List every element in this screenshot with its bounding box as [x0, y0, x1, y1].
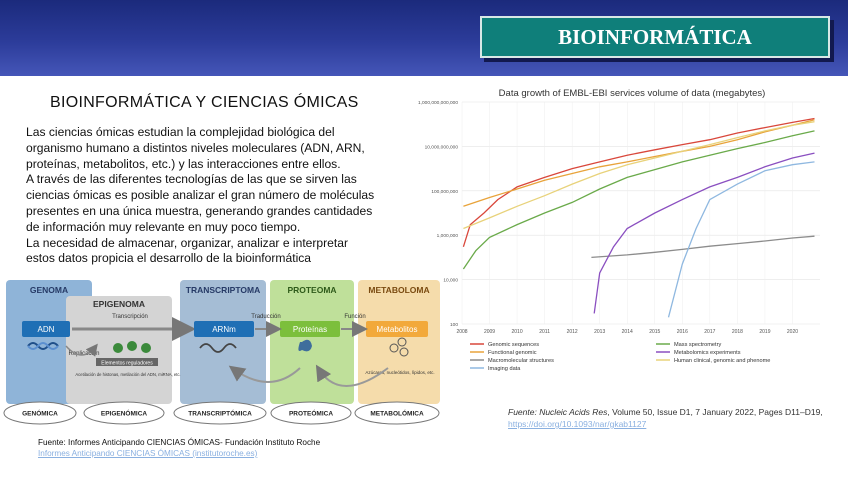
series-line — [463, 122, 814, 229]
page-title: BIOINFORMÁTICA — [480, 16, 830, 58]
y-tick-label: 100,000,000 — [431, 189, 458, 195]
intro-text — [26, 125, 376, 267]
epigenetic-note: Acetilación de histonas, metilación del ADN, miRNA, etc. — [75, 372, 181, 377]
proteinas-label: Proteínas — [292, 325, 328, 334]
x-tick-label: 2015 — [649, 329, 661, 335]
legend-label: Human clinical, genomic and phenome — [674, 358, 771, 364]
source-left: Fuente: Informes Anticipando CIENCIAS ÓMICAS- Fundación Instituto Roche — [38, 438, 321, 447]
x-tick-label: 2013 — [594, 329, 606, 335]
label-proteomica: PROTEÓMICA — [288, 410, 334, 418]
label-epigenomica: EPIGENÓMICA — [100, 410, 148, 418]
regulatory-elements-label: Elementos reguladores — [101, 360, 153, 367]
data-growth-chart — [406, 84, 844, 384]
source-right-details: , Volume 50, Issue D1, 7 January 2022, Pages D11–D19, — [607, 407, 823, 417]
source-right-link[interactable]: https://doi.org/10.1093/nar/gkab1127 — [508, 419, 647, 429]
legend-label: Mass spectrometry — [674, 342, 722, 348]
col-title-genoma: GENOMA — [29, 285, 69, 295]
col-title-metaboloma: METABOLOMA — [368, 285, 430, 295]
x-tick-label: 2008 — [456, 329, 468, 335]
col-title-epigenoma: EPIGENOMA — [93, 299, 145, 309]
x-tick-label: 2017 — [704, 329, 716, 335]
series-line — [591, 236, 814, 257]
arrow-label-replicacion: Replicación — [68, 351, 100, 357]
y-tick-label: 10,000,000,000 — [424, 145, 458, 151]
label-genomica: GENÓMICA — [22, 410, 58, 418]
y-tick-label: 1,000,000,000,000 — [417, 101, 458, 106]
metabolitos-label: Metabolitos — [376, 325, 418, 334]
arrow-label-traduccion: Traducción — [251, 314, 281, 320]
section-subtitle: BIOINFORMÁTICA Y CIENCIAS ÓMICAS — [50, 94, 359, 111]
paragraph: A través de las diferentes tecnologías de las que se sirven las ciencias ómicas es posible analizar el gran número de moléculas presentes en una única muestra, generando grandes cantidades de información muy relevante en muy poco tiempo. — [26, 172, 375, 234]
label-transcriptomica: TRANSCRIPTÓMICA — [188, 410, 252, 418]
omics-diagram — [0, 276, 444, 426]
legend-label: Macromolecular structures — [488, 358, 554, 364]
x-tick-label: 2019 — [759, 329, 771, 335]
y-tick-label: 100 — [449, 323, 458, 328]
source-right-journal: Nucleic Acids Res — [539, 407, 608, 417]
legend-label: Functional genomic — [488, 350, 537, 356]
chart-title: Data growth of EMBL-EBI services volume of data (megabytes) — [498, 88, 766, 99]
arrow-label-funcion: Función — [344, 314, 366, 320]
legend-label: Imaging data — [488, 366, 521, 372]
x-tick-label: 2020 — [786, 329, 799, 335]
x-tick-label: 2011 — [539, 329, 550, 335]
nucleosome-icon — [141, 343, 151, 353]
paragraph: Las ciencias ómicas estudian la complejidad biológica del organismo humano a distintos niveles moleculares (ADN, ARN, proteínas, metabolitos, etc.) y las interacciones entre ellos. — [26, 125, 365, 171]
adn-label: ADN — [37, 325, 55, 334]
col-title-proteoma: PROTEOMA — [287, 285, 337, 295]
series-line — [463, 119, 814, 247]
nucleosome-icon — [127, 341, 137, 351]
x-tick-label: 2018 — [731, 329, 743, 335]
nucleosome-icon — [113, 343, 123, 353]
source-right — [508, 406, 838, 430]
series-line — [463, 131, 814, 269]
label-metabolomica: METABOLÓMICA — [370, 410, 424, 418]
legend-label: Metabolomics experiments — [674, 350, 741, 356]
x-tick-label: 2014 — [621, 329, 633, 335]
x-tick-label: 2009 — [483, 329, 496, 335]
source-right-prefix: Fuente: — [508, 407, 540, 417]
y-tick-label: 10,000 — [443, 278, 458, 284]
arnm-label: ARNm — [212, 325, 236, 334]
paragraph: La necesidad de almacenar, organizar, analizar e interpretar estos datos propicia el desarrollo de la bioinformática — [26, 235, 349, 266]
transcriptoma-panel — [180, 280, 266, 404]
metabolite-note: Azúcares, nucleótidos, lípidos, etc. — [365, 370, 435, 375]
series-line — [463, 120, 814, 207]
arrow-label-transcripcion: Transcripción — [112, 314, 148, 320]
x-tick-label: 2010 — [511, 329, 523, 335]
col-title-transcriptoma: TRANSCRIPTOMA — [185, 285, 261, 295]
x-tick-label: 2012 — [566, 329, 578, 335]
y-tick-label: 1,000,000 — [436, 234, 458, 240]
legend-label: Genomic sequences — [488, 342, 539, 348]
source-left-link[interactable]: Informes Anticipando CIENCIAS ÓMICAS (institutoroche.es) — [38, 449, 258, 458]
x-tick-label: 2016 — [676, 329, 688, 335]
